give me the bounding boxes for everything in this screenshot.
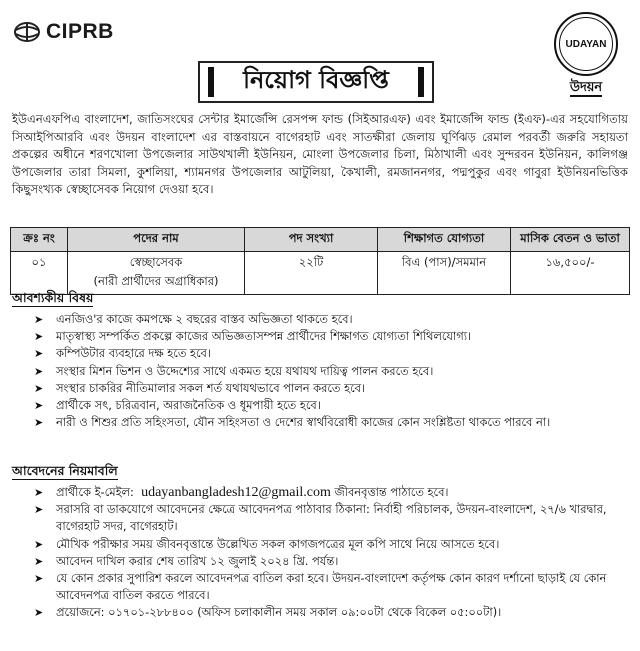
ciprb-logo (14, 20, 114, 44)
title-left-bar (208, 67, 214, 97)
arrow-bullet-icon: ➤ (34, 381, 44, 395)
arrow-bullet-icon: ➤ (34, 399, 44, 413)
arrow-bullet-icon: ➤ (34, 486, 44, 499)
udayan-logo-circle-text: UDAYAN (559, 17, 613, 71)
arrow-bullet-icon: ➤ (34, 554, 44, 568)
arrow-bullet-icon: ➤ (34, 364, 44, 378)
list-item (12, 536, 624, 553)
cell-salary: ১৬,৫০০/- (511, 252, 630, 295)
page-title: নিয়োগ বিজ্ঞপ্তি (243, 66, 389, 94)
udayan-logo-circle (554, 12, 618, 76)
requirement-text: প্রার্থীকে সৎ, চরিত্রবান, অরাজনৈতিক ও ধূমপায়ী হতে হবে। (56, 398, 321, 413)
arrow-bullet-icon: ➤ (34, 503, 44, 517)
udayan-logo (546, 12, 626, 97)
rule-text: সরাসরি বা ডাকযোগে আবেদনের ক্ষেত্রে আবেদনপত্র পাঠাবার ঠিকানা: নির্বাহী পরিচালক, উদয়ন-বাংলাদেশ, ২৭/৬ খারদ্বার, বাগেরহাট সদর, বাগেরহাট। (56, 502, 607, 534)
email-prefix: প্রার্থীকে ই-মেইল: (56, 485, 134, 499)
rule-text: আবেদন দাখিল করার শেষ তারিখ ১২ জুলাই ২০২৪ খ্রি. পর্যন্ত। (56, 553, 339, 568)
requirement-text: কম্পিউটার ব্যবহারে দক্ষ হতে হবে। (56, 346, 211, 361)
list-item (12, 414, 624, 431)
requirements-heading: আবশ্যকীয় বিষয় (12, 290, 94, 305)
list-item (12, 311, 624, 328)
email-link[interactable]: udayanbangladesh12@gmail.com (141, 485, 331, 500)
requirement-text: এনজিও'র কাজে কমপক্ষে ২ বছরের বাস্তব অভিজ্ঞতা থাকতে হবে। (56, 312, 353, 326)
rules-heading: আবেদনের নিয়মাবলি (12, 463, 118, 478)
requirement-text: নারী ও শিশুর প্রতি সহিংসতা, যৌন সহিংসতা ও দেশের স্বার্থবিরোধী কাজের কোন সংশ্লিষ্টতা থাকতে পারবে না। (56, 415, 551, 430)
rule-text: মৌখিক পরীক্ষার সময় জীবনবৃত্তান্তে উল্লেখিত সকল কাগজপত্রের মূল কপি সাথে নিয়ে আসতে হবে। (56, 536, 500, 551)
cell-qualification: বিএ (পাস)/সমমান (378, 252, 511, 295)
rules-list (12, 484, 624, 622)
arrow-bullet-icon: ➤ (34, 347, 44, 361)
arrow-bullet-icon: ➤ (34, 416, 44, 430)
cell-post (68, 252, 245, 295)
table-header-post: পদের নাম (68, 228, 245, 252)
list-item (12, 363, 624, 380)
intro-paragraph: ইউএনএফপিএ বাংলাদেশ, জাতিসংঘের সেন্টার ইমার্জেন্সি রেসপন্স ফান্ড (সিইআরএফ) এবং ইমার্জেন্সি ফান্ড (ইএফ)-এর সহযোগিতায় সিআইপিআরবি এবং উদয়ন বাংলাদেশ এর বাস্তবায়নে বাগেরহাট এবং সাতক্ষীরা জেলায় ঘূর্ণিঝড় রেমাল পরবর্তী জরুরি সহায়তা প্রকল্পের অধীনে শরণখোলা উপজেলার সাউথখালী ইউনিয়ন, মোংলা উপজেলার চিলা, মিঠাখালী এবং সুন্দরবন ইউনিয়ন, কালিগঞ্জ উপজেলার তারা সিমলা, কুশলিয়া, শ্যামনগর উপজেলার আটুলিয়া, কৈখালী, রমজাননগর, পদ্মপুকুর এবং গাবুরা ইউনিয়নভিত্তিক কিছুসংখ্যক স্বেচ্ছাসেবক নিয়োগ দেওয়া হবে। (12, 112, 628, 196)
ciprb-logo-text: CIPRB (46, 20, 114, 43)
requirement-text: সংস্থার মিশন ভিশন ও উদ্দেশ্যের সাথে একমত হয়ে যথাযথ দায়িত্ব পালন করতে হবে। (56, 363, 434, 378)
requirements-list (12, 311, 624, 431)
requirement-text: মাতৃস্বাস্থ্য সম্পর্কিত প্রকল্পে কাজের অভিজ্ঞতাসম্পন্ন প্রার্থীদের শিক্ষাগত যোগ্যতা শিথিলযোগ্য। (56, 329, 472, 344)
list-item (12, 553, 624, 570)
email-suffix: জীবনবৃত্তান্ত পাঠাতে হবে। (334, 485, 449, 499)
table-header-salary: মাসিক বেতন ও ভাতা (511, 228, 630, 252)
table-header-count: পদ সংখ্যা (245, 228, 378, 252)
rule-text: যে কোন প্রকার সুপারিশ করলে আবেদনপত্র বাতিল করা হবে। উদয়ন-বাংলাদেশ কর্তৃপক্ষ কোন কারণ দর্শানো ছাড়াই যে কোন আবেদনপত্র বাতিল করতে পারবে। (56, 571, 607, 603)
list-item (12, 604, 624, 621)
arrow-bullet-icon: ➤ (34, 330, 44, 344)
arrow-bullet-icon: ➤ (34, 537, 44, 551)
requirement-text: সংস্থার চাকরির নীতিমালার সকল শর্ত যথাযথভাবে পালন করতে হবে। (56, 380, 366, 395)
posts-table (10, 227, 630, 295)
list-item (12, 397, 624, 414)
title-box (198, 61, 434, 103)
table-header-qualification: শিক্ষাগত যোগ্যতা (378, 228, 511, 252)
title-right-bar (418, 67, 424, 97)
list-item (12, 501, 624, 535)
cell-serial: ০১ (11, 252, 68, 295)
cell-post-title: স্বেচ্ছাসেবক (129, 255, 183, 269)
arrow-bullet-icon: ➤ (34, 313, 44, 326)
table-row (11, 252, 630, 295)
cell-count: ২২টি (245, 252, 378, 295)
ciprb-globe-icon (14, 21, 40, 43)
arrow-bullet-icon: ➤ (34, 572, 44, 586)
arrow-bullet-icon: ➤ (34, 606, 44, 620)
udayan-logo-bn-text: উদয়ন (569, 80, 603, 95)
list-item (12, 484, 624, 501)
table-header-serial: ক্রঃ নং (11, 228, 68, 252)
list-item (12, 380, 624, 397)
table-header-row (11, 228, 630, 252)
cell-post-note: (নারী প্রার্থীদের অগ্রাধিকার) (93, 274, 219, 288)
list-item (12, 570, 624, 604)
rule-text: প্রয়োজনে: ০১৭০১-২৮৮৪০০ (অফিস চলাকালীন সময় সকাল ০৯:০০টা থেকে বিকেল ০৫:০০টা)। (56, 605, 502, 620)
list-item (12, 328, 624, 345)
list-item (12, 345, 624, 362)
